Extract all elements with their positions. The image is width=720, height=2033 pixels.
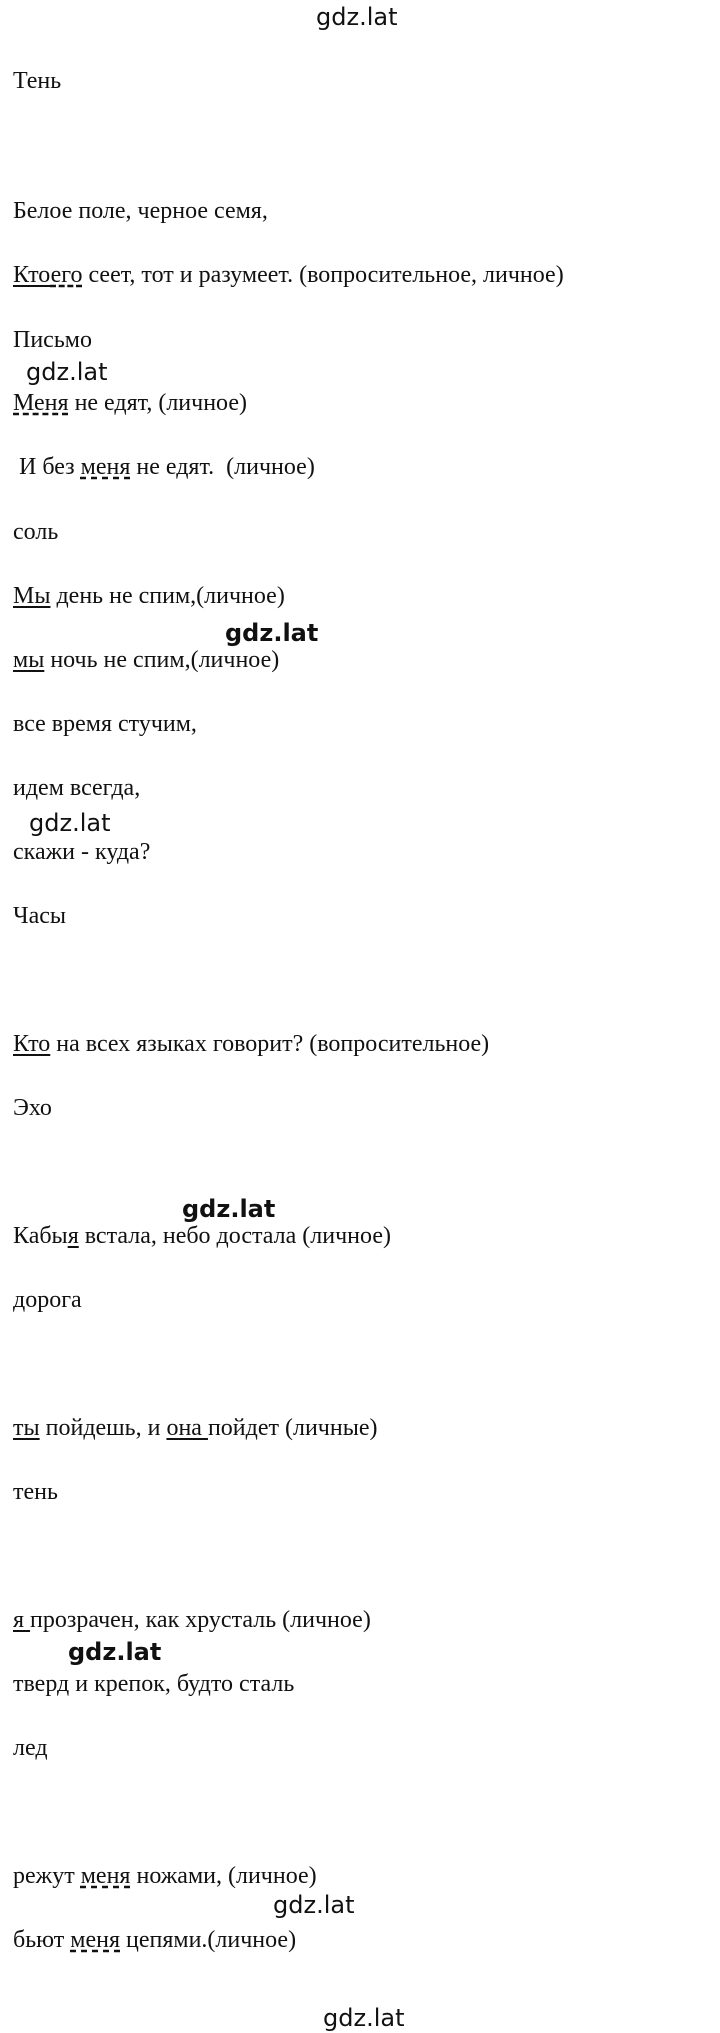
line-text: пойдет (личные) (207, 1415, 378, 1441)
line-text: не едят. (личное) (130, 454, 315, 480)
watermark: gdz.lat (26, 358, 108, 386)
line-text: на всех языках говорит? (вопросительное) (50, 1031, 490, 1057)
line-text: И без (13, 454, 81, 480)
line-text: идем всегда, (13, 775, 141, 801)
text-line (13, 1221, 391, 1251)
watermark: gdz.lat (273, 1891, 355, 1919)
text-line (13, 66, 61, 96)
line-text: Белое поле, черное семя, (13, 198, 268, 224)
line-text: цепями.(личное) (120, 1927, 297, 1953)
text-line (13, 581, 285, 611)
line-text: все время стучим, (13, 711, 197, 737)
text-line (13, 1925, 296, 1955)
text-line (13, 260, 564, 290)
underlined-word: я (13, 1607, 31, 1633)
text-line (13, 1669, 294, 1699)
underlined-word: я (67, 1223, 79, 1249)
dashed-underlined-word: меня (70, 1927, 120, 1953)
line-text: день не спим,(личное) (50, 583, 285, 609)
line-text: Часы (13, 903, 67, 929)
line-text: Письмо (13, 327, 92, 353)
dashed-underlined-word: меня (80, 1863, 131, 1889)
text-line (13, 901, 66, 931)
line-text: ночь не спим,(личное) (44, 647, 280, 673)
watermark: gdz.lat (225, 619, 319, 647)
line-text: дорога (13, 1287, 82, 1313)
text-line (13, 325, 92, 355)
line-text: тень (13, 1479, 58, 1505)
line-text: Кабы (13, 1223, 68, 1249)
line-text: прозрачен, как хрусталь (личное) (30, 1607, 371, 1633)
line-text: тверд и крепок, будто сталь (13, 1671, 295, 1697)
text-line (13, 452, 315, 482)
watermark: gdz.lat (182, 1195, 276, 1223)
watermark: gdz.lat (29, 809, 111, 837)
line-text: встала, небо достала (личное) (78, 1223, 391, 1249)
text-line (13, 837, 150, 867)
text-line (13, 773, 140, 803)
line-text: Тень (13, 68, 62, 94)
dashed-underlined-word: меня (80, 454, 131, 480)
text-line (13, 517, 58, 547)
line-text: скажи - куда? (13, 839, 151, 865)
line-text: Эхо (13, 1095, 52, 1121)
text-line (13, 1605, 371, 1635)
watermark: gdz.lat (323, 2004, 405, 2032)
underlined-word: Кто (13, 1031, 51, 1057)
underlined-word: Кто (13, 262, 51, 288)
watermark: gdz.lat (316, 3, 398, 31)
line-text: сеет, тот и разумеет. (вопросительное, личное) (82, 262, 564, 288)
text-line (13, 1477, 58, 1507)
text-line (13, 196, 268, 226)
line-text: ножами, (личное) (130, 1863, 317, 1889)
text-line (13, 709, 197, 739)
line-text: лед (13, 1735, 48, 1761)
underlined-word: мы (13, 647, 45, 673)
text-line (13, 1093, 52, 1123)
underlined-word: Мы (13, 583, 51, 609)
watermark: gdz.lat (68, 1638, 162, 1666)
dashed-underlined-word: его (50, 262, 83, 288)
text-line (13, 1029, 489, 1059)
text-line (13, 1413, 378, 1443)
dashed-underlined-word: Меня (13, 390, 69, 416)
line-text: соль (13, 519, 59, 545)
line-text: не едят, (личное) (68, 390, 247, 416)
text-line (13, 1733, 48, 1763)
line-text: режут (13, 1863, 81, 1889)
text-line (13, 1861, 317, 1891)
underlined-word: она (166, 1415, 208, 1441)
line-text: пойдешь, и (39, 1415, 167, 1441)
text-line (13, 1285, 82, 1315)
text-line (13, 645, 279, 675)
underlined-word: ты (13, 1415, 40, 1441)
text-line (13, 388, 247, 418)
line-text: бьют (13, 1927, 71, 1953)
